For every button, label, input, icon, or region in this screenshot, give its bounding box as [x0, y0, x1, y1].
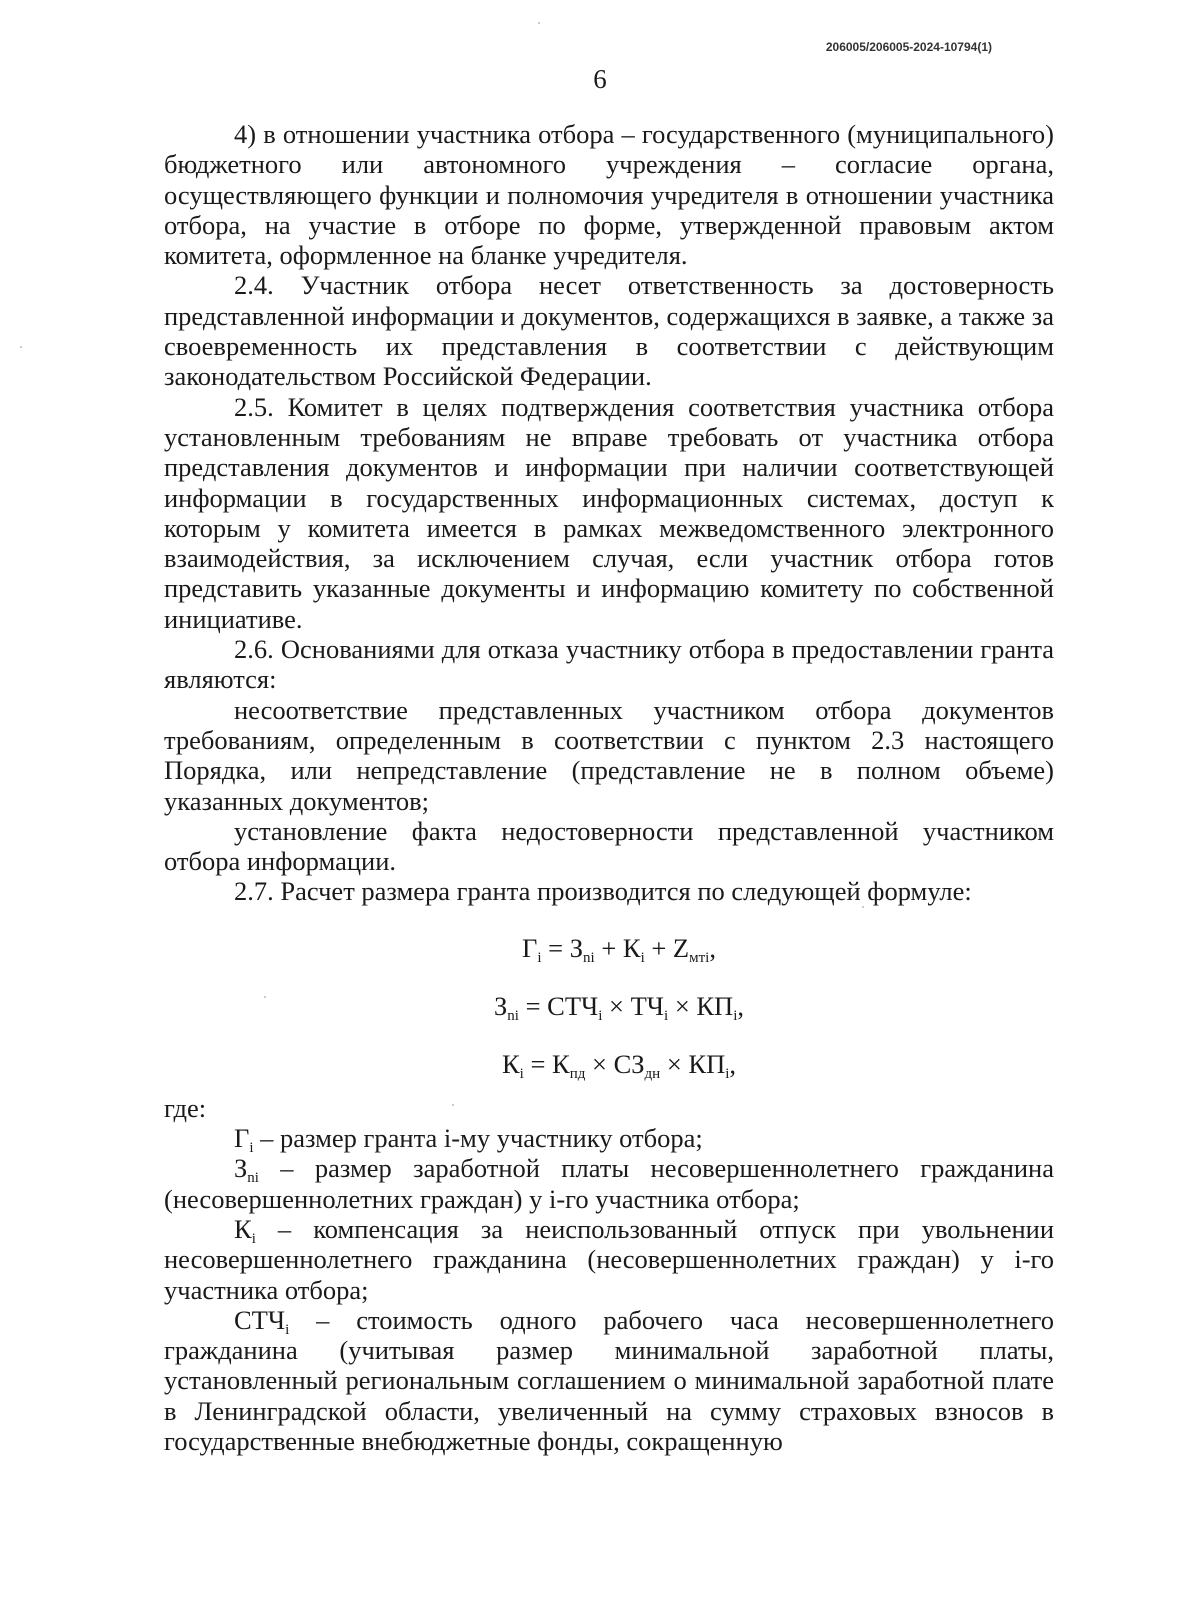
paragraph-4-consent: 4) в отношении участника отбора – государственного (муниципального) бюджетного или автономного учреждения – согласие органа, осуществляющего функции и полномочия учредителя в отношении участника отбора, на участие в отборе по форме, утвержденной правовым актом комитета, оформленное на бланке учредителя.	[164, 119, 1054, 271]
document-body	[164, 119, 1054, 1456]
refusal-ground-1: несоответствие представленных участником отбора документов требованиям, определенным в соответствии с пунктом 2.3 настоящего Порядка, или непредставление (представление не в полном объеме) указанных документов;	[164, 694, 1054, 816]
formula-salary: $З_{ni} = СТЧ_i \times ТЧ_i \times КП_i$,	[494, 990, 744, 1024]
definition-salary: $З_{ni}$ – размер заработной платы несовершеннолетнего гражданина (несовершеннолетних граждан) у i-го участника отбора;	[164, 1153, 1054, 1214]
paragraph-2-5: 2.5. Комитет в целях подтверждения соответствия участника отбора установленным требованиям не вправе требовать от участника отбора представления документов и информации при наличии соответствующей информации в государственных информационных системах, доступ к которым у комитета имеется в рамках межведомственного электронного взаимодействия, за исключением случая, если участник отбора готов представить указанные документы и информацию комитету по собственной инициативе.	[164, 391, 1054, 634]
scan-speck	[452, 1104, 454, 1106]
where-label: где:	[164, 1092, 207, 1123]
document-registration-number: 206005/206005-2024-10794(1)	[825, 40, 992, 54]
definition-grant: $Г_i$ – размер гранта i-му участнику отбора;	[234, 1123, 703, 1157]
scan-speck	[20, 346, 22, 348]
scan-speck	[862, 906, 864, 908]
definition-compensation: $К_i$ – компенсация за неиспользованный отпуск при увольнении несовершеннолетнего гражданина (несовершеннолетних граждан) у i-го участника отбора;	[164, 1213, 1054, 1305]
formula-compensation: $К_i = К_{пд} \times СЗ_{дн} \times КП_i$,	[501, 1048, 737, 1082]
formula-grant: $Г_i = З_{ni} + К_i + Z_{мтi}$,	[522, 932, 716, 966]
page-number: 6	[593, 64, 607, 94]
definition-hour-cost: $СТЧ_i$ – стоимость одного рабочего часа несовершеннолетнего гражданина (учитывая размер минимальной заработной платы, установленный региональным соглашением о минимальной заработной плате в Ленинградской области, увеличенный на сумму страховых взносов в государственные внебюджетные фонды, сокращенную	[164, 1304, 1054, 1456]
paragraph-2-6: 2.6. Основаниями для отказа участнику отбора в предоставлении гранта являются:	[164, 634, 1054, 695]
refusal-ground-2: установление факта недостоверности представленной участником отбора информации.	[164, 815, 1054, 877]
paragraph-2-7: 2.7. Расчет размера гранта производится по следующей формуле:	[234, 876, 972, 907]
scan-speck	[264, 996, 266, 998]
scan-speck	[538, 22, 540, 24]
paragraph-2-4: 2.4. Участник отбора несет ответственность за достоверность представленной информации и документов, содержащихся в заявке, а также за своевременность их представления в соответствии с действующим законодательством Российской Федерации.	[164, 270, 1054, 392]
